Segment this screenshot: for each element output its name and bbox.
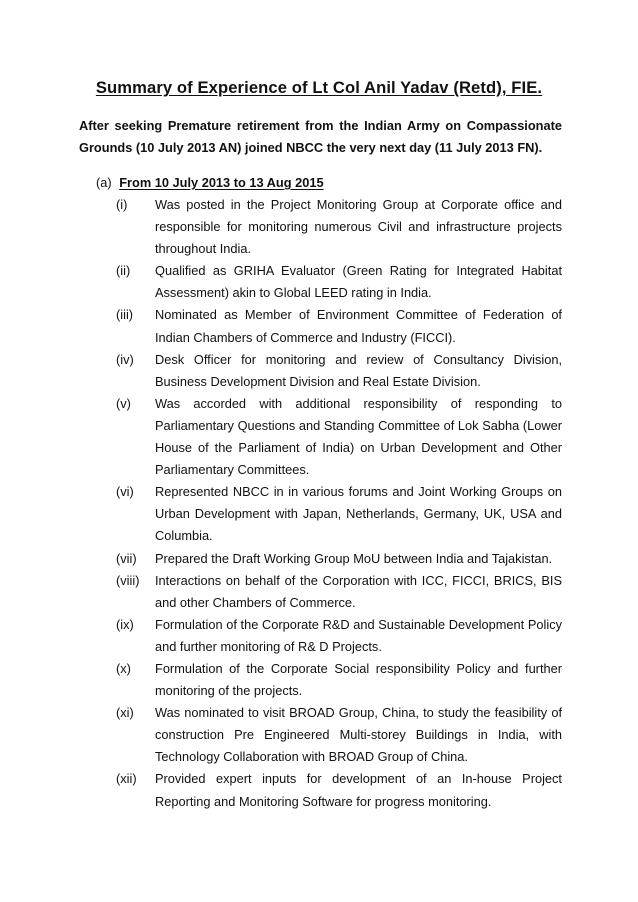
item-text: Represented NBCC in in various forums and Joint Working Groups on Urban Development with Japan, Netherlands, Germany, UK, USA and Columbia. [155,484,562,544]
item-number: (xi) [116,705,134,721]
list-item [116,614,562,658]
item-text: Prepared the Draft Working Group MoU between India and Tajakistan. [155,550,553,566]
item-number: (ix) [116,616,134,632]
item-number: (viii) [116,572,140,588]
item-number: (xii) [116,771,137,787]
list-item [116,194,562,260]
list-item [116,260,562,304]
item-text: Qualified as GRIHA Evaluator (Green Rating for Integrated Habitat Assessment) akin to Global LEED rating in India. [155,263,562,301]
list-item [116,304,562,348]
list-item [116,349,562,393]
item-number: (x) [116,660,131,676]
item-number: (i) [116,197,128,212]
section-tag: (a) [96,175,112,190]
list-item [116,570,562,614]
list-item [116,481,562,547]
list-item [116,768,562,812]
item-text: Provided expert inputs for development of an In-house Project Reporting and Monitoring Software for progress monitoring. [155,771,562,809]
item-text: Was accorded with additional responsibility of responding to Parliamentary Questions and Standing Committee of Lok Sabha (Lower House of the Parliament of India) on Urban Development and Other Parliamentary Committees. [155,395,562,478]
item-text: Was posted in the Project Monitoring Group at Corporate office and responsible for monitoring numerous Civil and infrastructure projects throughout India. [155,197,562,257]
list-item [116,658,562,702]
item-number: (iii) [116,307,134,323]
item-number: (vi) [116,484,134,500]
experience-list [116,194,562,813]
item-text: Nominated as Member of Environment Committee of Federation of Indian Chambers of Commerce and Industry (FICCI). [155,307,562,345]
item-text: Was nominated to visit BROAD Group, China, to study the feasibility of construction Pre Engineered Multi-storey Buildings in India, with Technology Collaboration with BROAD Group of China. [155,705,562,765]
item-number: (vii) [116,550,137,566]
section-period: From 10 July 2013 to 13 Aug 2015 [119,175,324,190]
section-heading [96,172,324,194]
document-title: Summary of Experience of Lt Col Anil Yadav (Retd), FIE. [95,78,543,97]
list-item [116,702,562,768]
item-number: (iv) [116,351,134,367]
item-text: Formulation of the Corporate R&D and Sustainable Development Policy and further monitoring of R& D Projects. [155,616,562,654]
list-item [116,393,562,481]
item-number: (ii) [116,263,131,279]
list-item [116,548,562,570]
item-text: Formulation of the Corporate Social responsibility Policy and further monitoring of the projects. [155,660,562,699]
item-number: (v) [116,395,131,411]
item-text: Interactions on behalf of the Corporation with ICC, FICCI, BRICS, BIS and other Chambers of Commerce. [155,572,562,610]
item-text: Desk Officer for monitoring and review of Consultancy Division, Business Development Division and Real Estate Division. [155,351,562,389]
intro-paragraph: After seeking Premature retirement from the Indian Army on Compassionate Grounds (10 July 2013 AN) joined NBCC the very next day (11 July 2013 FN). [79,118,562,155]
